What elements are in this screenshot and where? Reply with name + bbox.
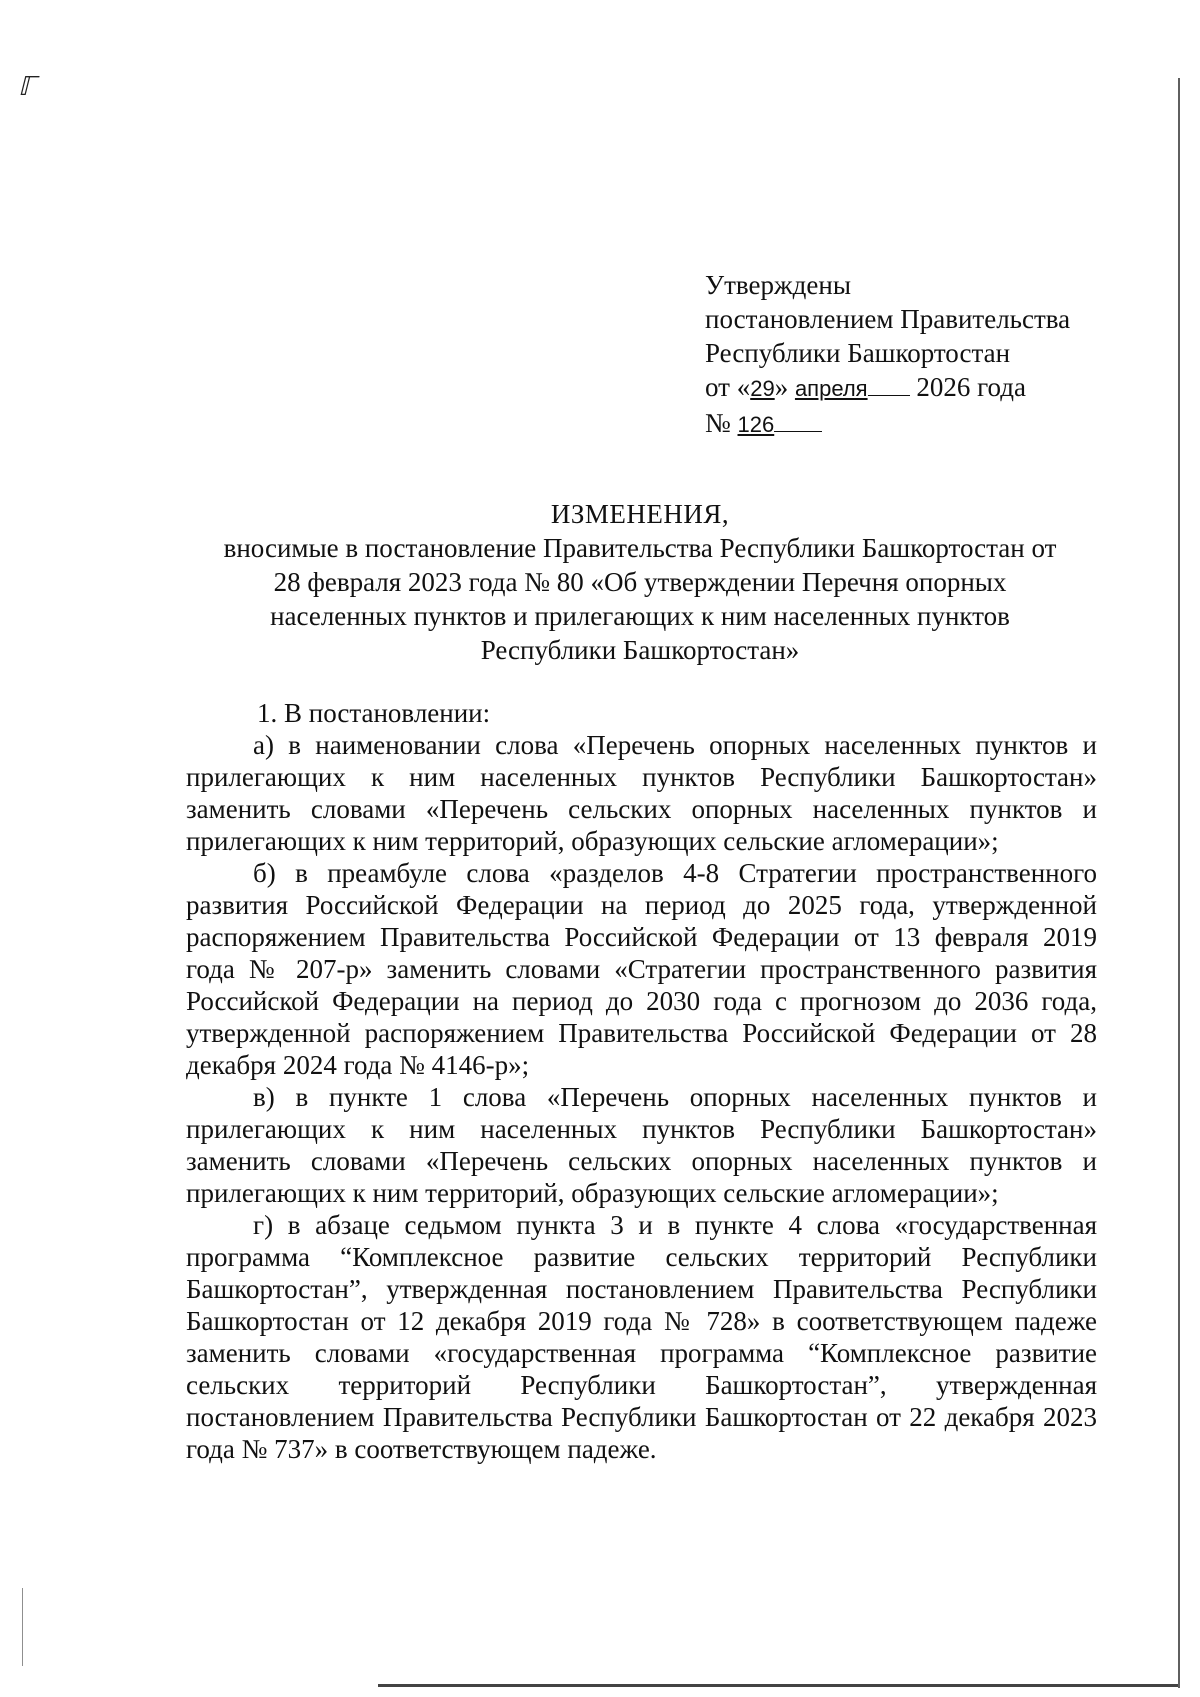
heading-line-2: 28 февраля 2023 года № 80 «Об утверждении Перечня опорных — [273, 567, 1007, 597]
document-body — [186, 697, 1097, 1465]
date-day: 29 — [750, 376, 775, 401]
approval-block — [705, 268, 1145, 442]
heading-line-4: Республики Башкортостан» — [480, 635, 800, 665]
scan-edge-right — [1178, 78, 1180, 1688]
approval-date-line — [705, 370, 1145, 406]
date-mid: » — [774, 372, 795, 402]
heading-line-1: вносимые в постановление Правительства Республики Башкортостан от — [223, 533, 1057, 563]
paragraph-a: а) в наименовании слова «Перечень опорных населенных пунктов и прилегающих к ним населенных пунктов Республики Башкортостан» заменить словами «Перечень сельских опорных населенных пунктов и прилегающих к ним территорий, образующих сельские агломерации»; — [186, 730, 1097, 856]
approval-line-3: Республики Башкортостан — [705, 338, 1011, 368]
document-number: 126 — [737, 412, 775, 437]
paragraph-b: б) в преамбуле слова «разделов 4-8 Стратегии пространственного развития Российской Федерации на период до 2025 года, утвержденной распоряжением Правительства Российской Федерации от 13 февраля 2019 года № 207-р» заменить словами «Стратегии пространственного развития Российской Федерации на период до 2030 года с прогнозом до 2036 года, утвержденной распоряжением Правительства Российской Федерации от 28 декабря 2024 года № 4146-р»; — [186, 858, 1097, 1080]
date-prefix: от « — [705, 372, 751, 402]
approval-number-line — [705, 406, 1145, 442]
approval-line-2: постановлением Правительства — [705, 304, 1071, 334]
approval-line-1: Утверждены — [705, 270, 851, 300]
number-prefix: № — [705, 408, 738, 438]
paragraph-g: г) в абзаце седьмом пункта 3 и в пункте 4 слова «государственная программа “Комплексное развитие сельских территорий Республики Башкортостан”, утвержденная постановлением Правительства Республики Башкортостан от 12 декабря 2019 года № 728» в соответствующем падеже заменить словами «государственная программа “Комплексное развитие сельских территорий Республики Башкортостан”, утвержденная постановлением Правительства Республики Башкортостан от 22 декабря 2023 года № 737» в соответствующем падеже. — [186, 1210, 1097, 1464]
paragraph-v: в) в пункте 1 слова «Перечень опорных населенных пунктов и прилегающих к ним населенных пунктов Республики Башкортостан» заменить словами «Перечень сельских опорных населенных пунктов и прилегающих к ним территорий, образующих сельские агломерации»; — [186, 1082, 1097, 1208]
number-underline — [774, 409, 822, 432]
date-year: 2026 года — [916, 372, 1026, 402]
scan-bottom-rule — [378, 1684, 1178, 1687]
heading-title: ИЗМЕНЕНИЯ, — [550, 499, 730, 529]
scan-edge-left — [22, 1588, 23, 1666]
date-month: апреля — [794, 376, 868, 401]
scan-corner-mark: ℾ — [18, 72, 36, 101]
document-heading — [180, 497, 1100, 667]
date-underline — [868, 373, 910, 396]
heading-line-3: населенных пунктов и прилегающих к ним населенных пунктов — [270, 601, 1010, 631]
paragraph-1: 1. В постановлении: — [257, 698, 491, 728]
